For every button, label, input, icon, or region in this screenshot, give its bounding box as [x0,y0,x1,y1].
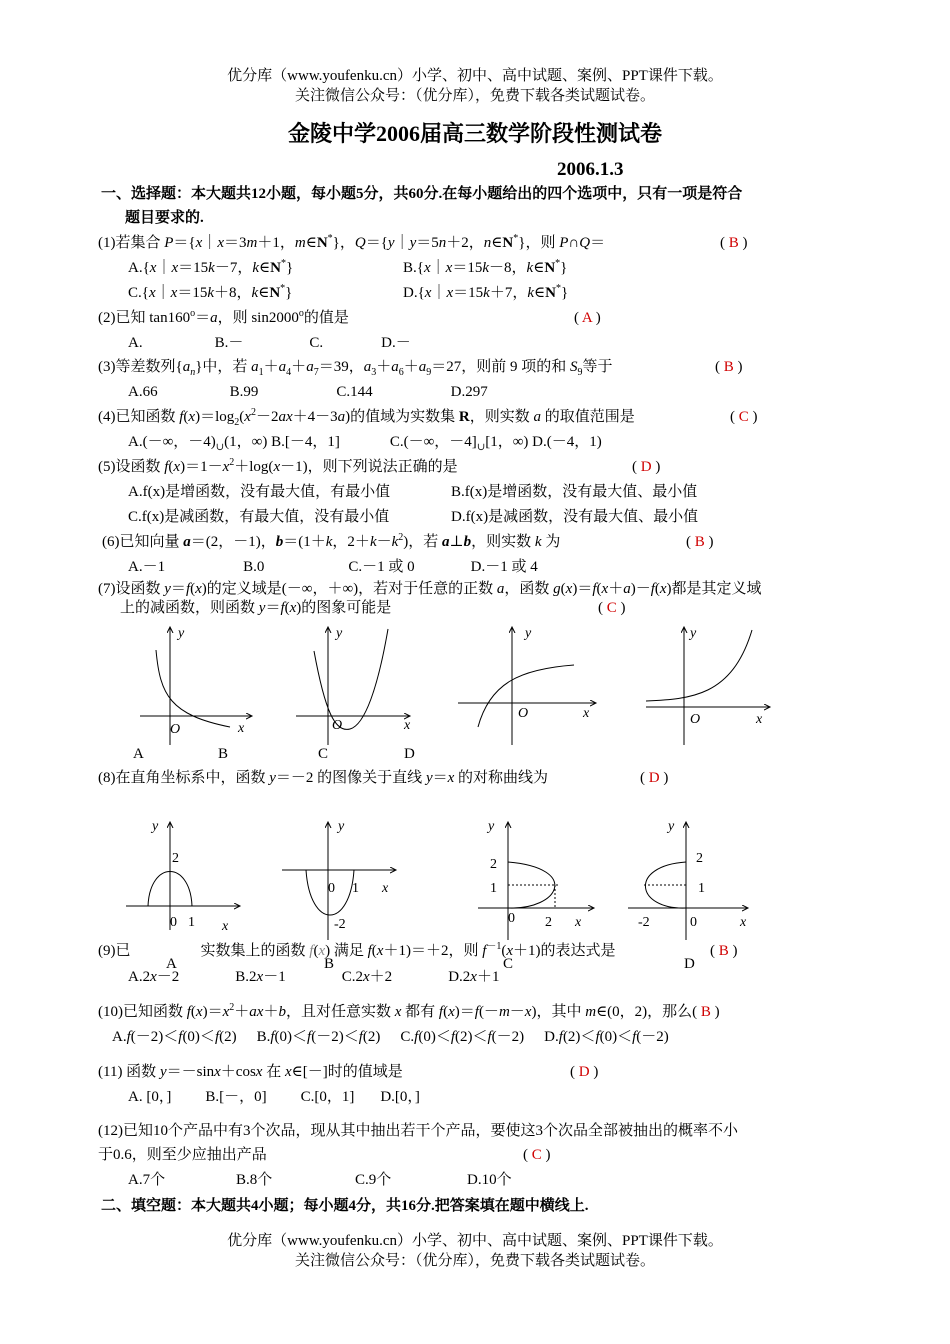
section1-heading-a: 一、选择题：本大题共12小题，每小题5分，共60分.在每小题给出的四个选项中，只有一项是符合 [101,186,743,202]
svg-text:1: 1 [698,881,705,896]
q12-option-a: A.7个 [128,1172,166,1188]
svg-text:x: x [740,915,747,930]
q1-stem: (1)若集合 P＝{x｜x＝3m＋1，m∈N*}，Q＝{y｜y＝5n＋2，n∈N*}，则 P∩Q＝ [98,233,606,251]
q11-options: A. [0，] B.[－，0] C.[0，1] D.[0，] [128,1089,420,1105]
q3-stem: (3)等差数列$\{a_n\}$中，若 $a_1+a_4+a_7=39$，$a_3+a_6+a_9=27$，则前 9 项的和 $S_9$等于 [98,359,613,378]
footer-line-1: 优分库（www.youfenku.cn）小学、初中、高中试题、案例、PPT课件下载。 [227,1233,723,1249]
q3-answer: ( B ) [715,359,743,375]
q5-option-d: D.f(x)是减函数，没有最大值、最小值 [451,509,699,525]
q4-stem: (4)已知函数 $f(x)=\log_2(x^2-2ax+4-3a)$的值域为实数集 R，则实数 a 的取值范围是 [98,407,635,428]
q9-stem: (9)已 实数集上的函数 f(x) 满足 f(x＋1)＝＋2，则 $f^{-1}(x+1)$的表达式是 [98,941,616,959]
exam-date: 2006.1.3 [557,159,624,180]
header-line-2: 关注微信公众号：（优分库），免费下载各类试题试卷。 [294,88,655,104]
svg-text:-2: -2 [334,917,346,932]
svg-text:0: 0 [328,881,335,896]
q12-line-2: 于0.6，则至少应抽出产品 [98,1147,267,1163]
svg-text:2: 2 [490,857,497,872]
svg-text:0: 0 [170,915,177,930]
q8-stem: (8)在直角坐标系中，函数 y＝－2 的图像关于直线 y＝x 的对称曲线为 [98,770,549,786]
q12-option-b: B.8个 [236,1172,273,1188]
q6-answer: ( B ) [686,534,714,550]
q7-answer: ( C ) [598,600,626,616]
svg-text:O: O [170,722,181,737]
svg-text:O: O [690,712,701,727]
svg-text:O: O [332,718,343,733]
q7-label-a: A [133,746,144,762]
svg-text:O: O [518,706,529,721]
q4-options: A.(－∞，$-4)_\cup(1$，∞) B.[－4，1] C.(－∞，$-4]_\cup[1$，∞) D.(－4，1) [128,434,602,453]
q12-option-d: D.10个 [467,1172,512,1188]
q8-graph-c [478,819,594,940]
q12-answer: ( C ) [523,1147,551,1163]
svg-text:1: 1 [490,881,497,896]
svg-text:y: y [488,819,495,834]
q7-stem-2: 上的减函数，则函数 y＝f(x)的图象可能是 [120,600,392,616]
q8-answer: ( D ) [640,770,669,786]
page-title: 金陵中学2006届高三数学阶段性测试卷 [287,121,662,146]
q1-option-b: B.{x｜x＝15k－8，k∈N*} [403,258,568,276]
svg-text:y: y [178,626,185,641]
q6-options: A.－1 B.0 C.－1 或 0 D.－1 或 4 [128,559,538,575]
q1-option-d: D.{x｜x＝15k＋7，k∈N*} [403,283,569,301]
svg-text:y: y [690,626,697,641]
footer-line-2: 关注微信公众号：（优分库），免费下载各类试题试卷。 [294,1253,655,1269]
svg-text:y: y [152,819,159,834]
svg-text:1: 1 [188,915,195,930]
q7-label-b: B [218,746,229,762]
svg-text:2: 2 [545,915,552,930]
svg-text:x: x [404,718,411,733]
section1-heading-b: 题目要求的. [125,210,204,226]
svg-text:1: 1 [352,881,359,896]
q4-answer: ( C ) [730,409,758,425]
q1-answer: ( B ) [720,235,748,251]
svg-text:y: y [668,819,675,834]
q11-answer: ( D ) [570,1064,599,1080]
q7-graph-d [646,626,770,745]
q8-label-d: D [684,956,695,972]
q5-option-b: B.f(x)是增函数，没有最大值、最小值 [451,484,698,500]
q12-line-1: (12)已知10个产品中有3个次品，现从其中抽出若干个产品，要使这3个次品全部被抽出的概率不小 [98,1123,738,1139]
svg-text:x: x [222,919,229,934]
q2-answer: ( A ) [574,310,601,326]
q8-label-a: A [166,956,177,972]
q5-option-c: C.f(x)是减函数，有最大值，没有最小值 [128,509,390,525]
q2-options: A. B.－ C. D.－ [128,335,411,351]
q8-graph-d [628,819,748,940]
q8-label-c: C [503,956,514,972]
q9-answer: ( B ) [710,943,738,959]
svg-text:x: x [756,712,763,727]
svg-text:x: x [575,915,582,930]
svg-text:y: y [338,819,345,834]
svg-text:x: x [382,881,389,896]
q8-label-b: B [324,956,335,972]
svg-text:y: y [525,626,532,641]
svg-text:0: 0 [690,915,697,930]
q5-stem: (5)设函数 $f(x)=1-x^2+\log(x-1)$，则下列说法正确的是 [98,457,458,475]
q7-label-c: C [318,746,329,762]
section2-heading: 二、填空题：本大题共4小题；每小题4分，共16分.把答案填在题中横线上. [101,1198,589,1214]
q7-label-d: D [404,746,415,762]
svg-text:x: x [238,721,245,736]
q5-answer: ( D ) [632,459,661,475]
q6-stem: (6)已知向量 a＝(2，－1)，b＝(1＋k，$2+k-k^2$)，若 a⊥b，则实数 k 为 [102,532,561,550]
svg-text:-2: -2 [638,915,650,930]
q1-option-a: A.{x｜x＝15k－7，k∈N*} [128,258,294,276]
svg-text:2: 2 [696,851,703,866]
q7-graphs [0,615,950,770]
svg-text:2: 2 [172,851,179,866]
q7-graph-a [140,626,252,745]
q3-options: A.66 B.99 C.144 D.297 [128,384,488,400]
q8-graph-b [282,819,396,940]
q10-stem: (10)已知函数 $f(x)=x^2+ax+b$，且对任意实数 x 都有 f(x)＝f(－m－x)，其中 m∈(0，2)，那么( B ) [98,1002,720,1020]
q8-graph-a [126,819,240,934]
q7-graph-c [458,626,596,745]
q7-stem-1: (7)设函数 y＝f(x)的定义域是(－∞，＋∞)，若对于任意的正数 a，函数 g(x)＝f(x＋a)－f(x)都是其定义域 [98,581,762,597]
q7-graph-b [296,626,411,745]
q9-options: A.2x－2 B.2x－1 C.2x＋2 D.2x＋1 [128,969,500,985]
svg-text:0: 0 [508,911,515,926]
svg-text:y: y [336,626,343,641]
q11-stem: (11) 函数 y＝－sinx＋cosx 在 x∈[－]时的值域是 [98,1064,403,1080]
q5-option-a: A.f(x)是增函数，没有最大值，有最小值 [128,484,391,500]
svg-text:x: x [583,706,590,721]
header-line-1: 优分库（www.youfenku.cn）小学、初中、高中试题、案例、PPT课件下载。 [227,68,723,84]
q1-option-c: C.{x｜x＝15k＋8，k∈N*} [128,283,293,301]
q10-options: A.f(－2)＜f(0)＜f(2) B.f(0)＜f(－2)＜f(2) C.f(0)＜f(2)＜f(－2) D.f(2)＜f(0)＜f(－2) [112,1029,669,1045]
q2-stem: (2)已知 $\tan 160^o=a$，则 sin2000$^o$的值是 [98,308,349,326]
q12-option-c: C.9个 [355,1172,392,1188]
